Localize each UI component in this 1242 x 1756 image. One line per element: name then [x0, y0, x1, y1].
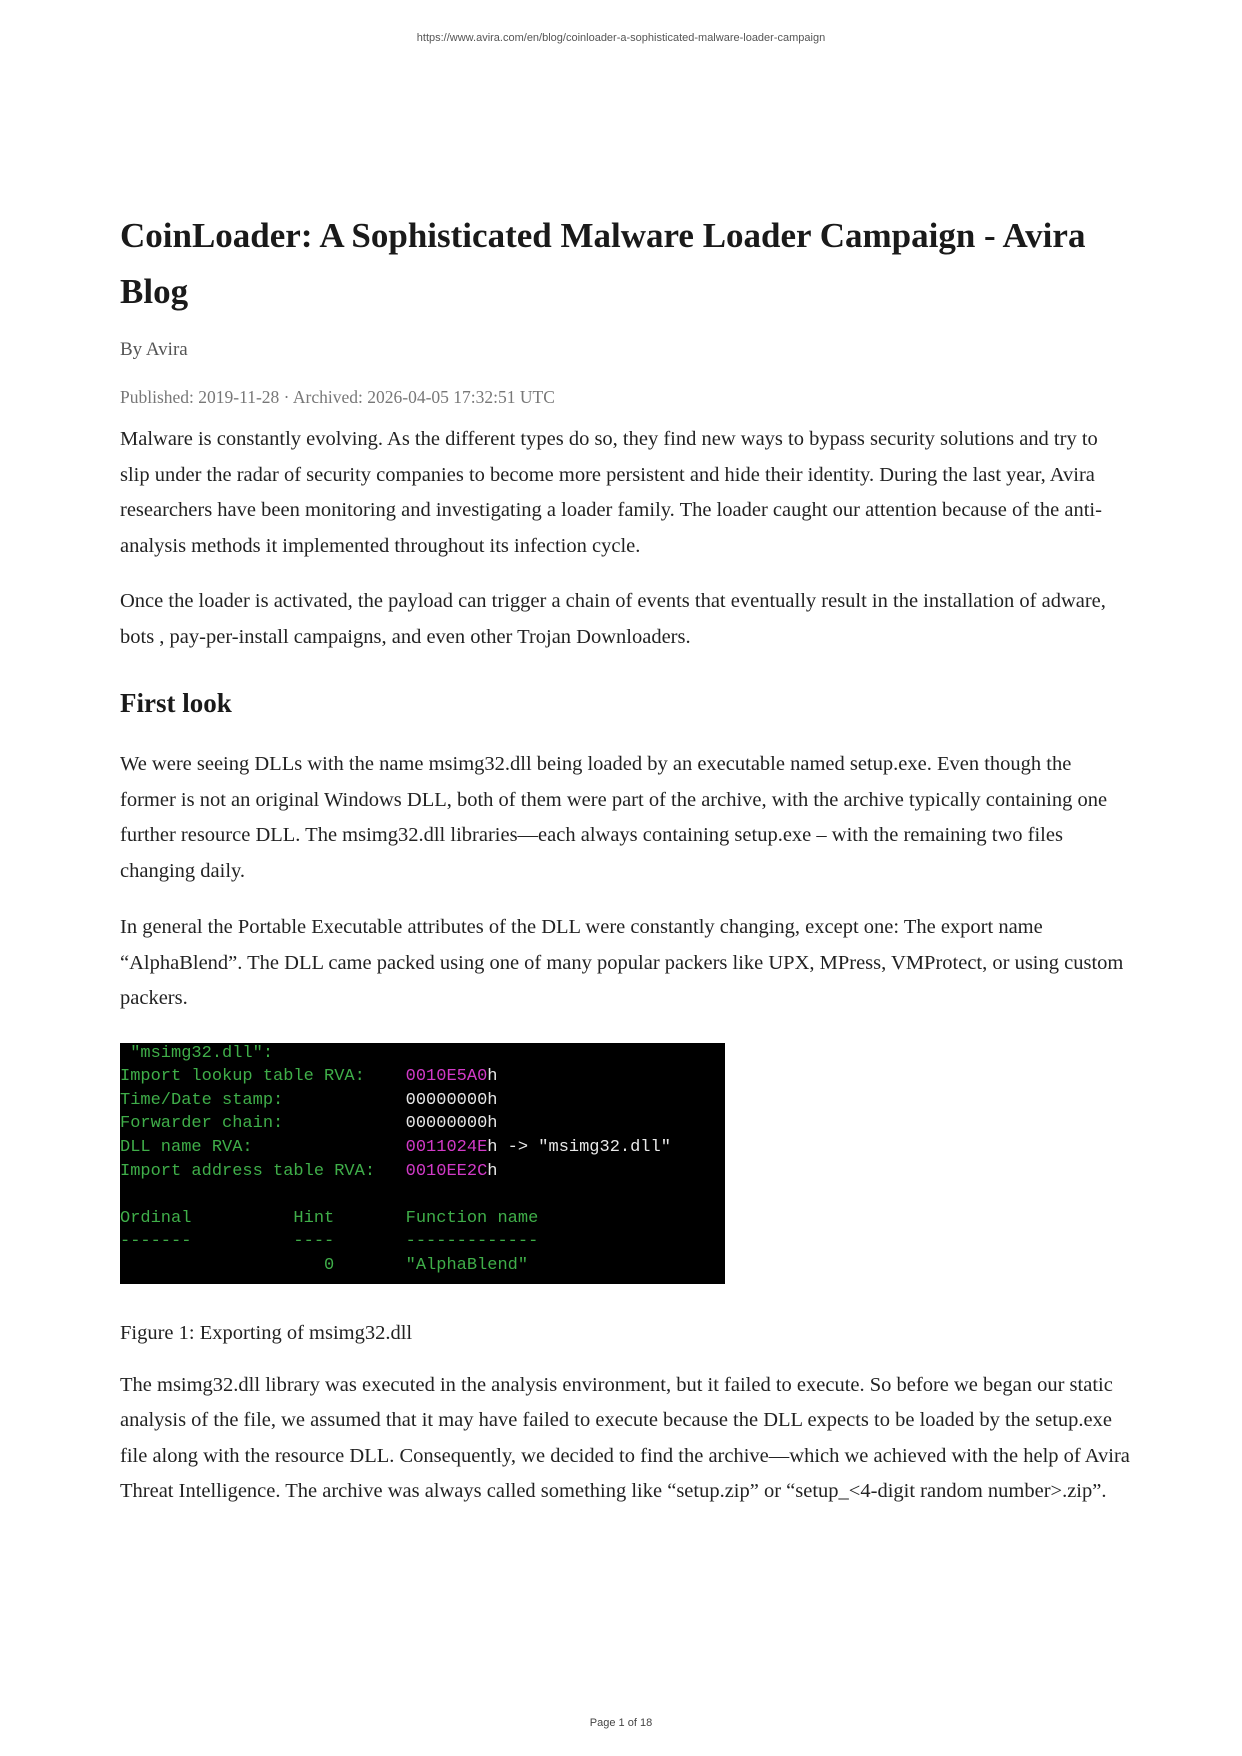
code-line-dll-name: "msimg32.dll": — [120, 1043, 274, 1063]
code-line-time-date: Time/Date stamp: 00000000h — [120, 1090, 498, 1110]
article-byline: By Avira — [120, 339, 188, 360]
page-number: Page 1 of 18 — [589, 1717, 653, 1729]
section-paragraph-1: We were seeing DLLs with the name msimg32.dll being loaded by an executable named setup.exe. Even though the former is not an original Windows DLL, both of them were part of the archive, with the archive typically containing one further resource DLL. The msimg32.dll libraries—each always containing setup.exe – with the remaining two files changing daily. — [120, 753, 1108, 882]
article-content — [120, 208, 1130, 1510]
code-line-import-address: Import address table RVA: 0010EE2Ch — [120, 1161, 498, 1181]
code-line-import-lookup: Import lookup table RVA: 0010E5A0h — [120, 1067, 498, 1087]
article-title: CoinLoader: A Sophisticated Malware Loader Campaign - Avira Blog — [120, 216, 1086, 311]
intro-paragraph-2: Once the loader is activated, the payload can trigger a chain of events that eventually result in the installation of adware, bots , pay-per-install campaigns, and even other Trojan Downloaders. — [120, 590, 1106, 648]
code-line-dll-name-rva: DLL name RVA: 0011024Eh -> "msimg32.dll" — [120, 1137, 671, 1157]
article-publish-meta: Published: 2019-11-28 · Archived: 2026-04-05 17:32:51 UTC — [120, 387, 555, 407]
closing-paragraph: The msimg32.dll library was executed in the analysis environment, but it failed to execute. So before we began our static analysis of the file, we assumed that it may have failed to execute because the DLL expects to be loaded by the setup.exe file along with the resource DLL. Consequently, we decided to find the archive—which we achieved with the help of Avira Threat Intelligence. The archive was always called something like “setup.zip” or “setup_<4-digit random number>.zip”. — [120, 1373, 1130, 1502]
code-line-table-divider: ------- ---- ------------- — [120, 1232, 539, 1252]
figure-msimg32-export-screenshot — [120, 1043, 725, 1284]
section-heading-first-look: First look — [120, 688, 232, 718]
code-line-table-header: Ordinal Hint Function name — [120, 1208, 539, 1228]
page-url-header: https://www.avira.com/en/blog/coinloader-a-sophisticated-malware-loader-campaign — [416, 32, 826, 44]
code-line-table-row: 0 "AlphaBlend" — [120, 1255, 529, 1275]
figure-caption: Figure 1: Exporting of msimg32.dll — [120, 1321, 413, 1344]
intro-paragraph-1: Malware is constantly evolving. As the different types do so, they find new ways to bypass security solutions and try to slip under the radar of security companies to become more persistent and hide their identity. During the last year, Avira researchers have been monitoring and investigating a loader family. The loader caught our attention because of the anti-analysis methods it implemented throughout its infection cycle. — [120, 428, 1102, 557]
code-line-forwarder: Forwarder chain: 00000000h — [120, 1114, 498, 1134]
section-paragraph-2: In general the Portable Executable attributes of the DLL were constantly changing, except one: The export name “AlphaBlend”. The DLL came packed using one of many popular packers like UPX, MPress, VMProtect, or using custom packers. — [120, 916, 1124, 1009]
